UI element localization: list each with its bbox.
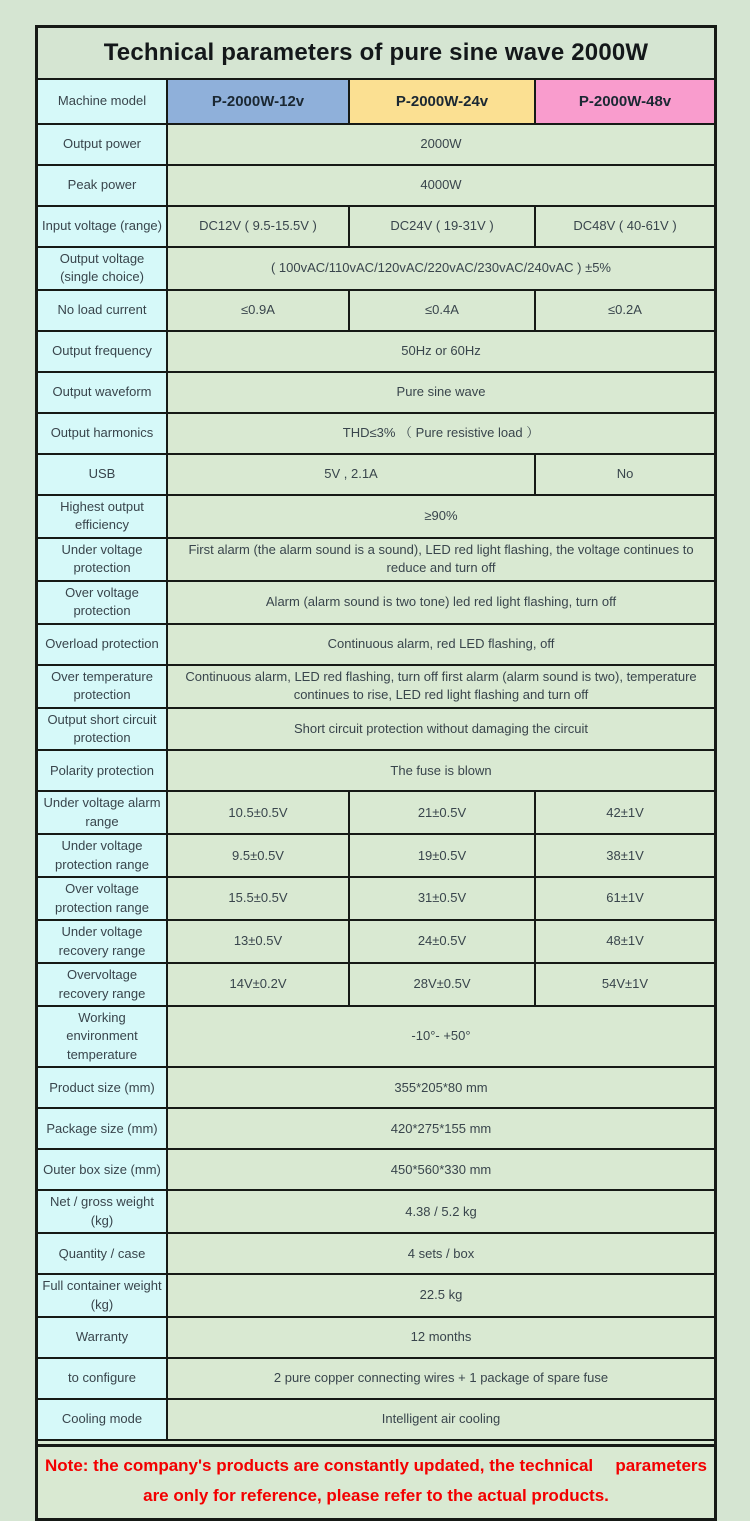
- row-value: DC12V ( 9.5-15.5V ): [168, 207, 350, 246]
- table-row: [38, 1234, 714, 1275]
- row-value: No: [536, 455, 714, 494]
- row-label: Input voltage (range): [38, 207, 168, 246]
- row-label: Highest output efficiency: [38, 496, 168, 537]
- row-label: Quantity / case: [38, 1234, 168, 1273]
- table-row: [38, 539, 714, 582]
- row-value: 4000W: [168, 166, 714, 205]
- row-label: Cooling mode: [38, 1400, 168, 1439]
- row-value: 450*560*330 mm: [168, 1150, 714, 1189]
- row-value: Continuous alarm, red LED flashing, off: [168, 625, 714, 664]
- table-row: [38, 248, 714, 291]
- row-label: Output voltage (single choice): [38, 248, 168, 289]
- row-value: ≤0.2A: [536, 291, 714, 330]
- table-row: [38, 625, 714, 666]
- table-row: [38, 709, 714, 752]
- row-value: DC24V ( 19-31V ): [350, 207, 536, 246]
- row-value: 31±0.5V: [350, 878, 536, 919]
- row-label: Under voltage alarm range: [38, 792, 168, 833]
- row-label: to configure: [38, 1359, 168, 1398]
- table-row: [38, 1191, 714, 1234]
- row-value: 4.38 / 5.2 kg: [168, 1191, 714, 1232]
- table-row: [38, 878, 714, 921]
- row-label: Over temperature protection: [38, 666, 168, 707]
- model-cell-24v: P-2000W-24v: [350, 80, 536, 123]
- row-value: Pure sine wave: [168, 373, 714, 412]
- table-row: [38, 332, 714, 373]
- row-value: 5V , 2.1A: [168, 455, 536, 494]
- note-line-2: are only for reference, please refer to the actual products.: [143, 1485, 609, 1505]
- model-cell-48v: P-2000W-48v: [536, 80, 714, 123]
- table-row: [38, 1007, 714, 1068]
- table-row: [38, 792, 714, 835]
- row-value: 42±1V: [536, 792, 714, 833]
- table-row: [38, 835, 714, 878]
- row-label: Under voltage recovery range: [38, 921, 168, 962]
- table-title: Technical parameters of pure sine wave 2000W: [38, 28, 714, 80]
- row-value: ≥90%: [168, 496, 714, 537]
- table-row: [38, 1359, 714, 1400]
- row-label: Net / gross weight (kg): [38, 1191, 168, 1232]
- row-label: Package size (mm): [38, 1109, 168, 1148]
- table-row: [38, 496, 714, 539]
- table-row: [38, 455, 714, 496]
- row-label: Output power: [38, 125, 168, 164]
- row-label: Working environment temperature: [38, 1007, 168, 1066]
- row-value: Alarm (alarm sound is two tone) led red light flashing, turn off: [168, 582, 714, 623]
- row-value: -10°- +50°: [168, 1007, 714, 1066]
- row-value: 24±0.5V: [350, 921, 536, 962]
- table-row: [38, 921, 714, 964]
- row-value: 21±0.5V: [350, 792, 536, 833]
- row-label: Under voltage protection range: [38, 835, 168, 876]
- row-label: Outer box size (mm): [38, 1150, 168, 1189]
- header-label-machine-model: Machine model: [38, 80, 168, 123]
- row-label: Product size (mm): [38, 1068, 168, 1107]
- row-value: 19±0.5V: [350, 835, 536, 876]
- row-label: Overload protection: [38, 625, 168, 664]
- table-row: [38, 1275, 714, 1318]
- row-value: 22.5 kg: [168, 1275, 714, 1316]
- row-label: Polarity protection: [38, 751, 168, 790]
- row-value: ≤0.4A: [350, 291, 536, 330]
- table-row: [38, 751, 714, 792]
- table-row: [38, 373, 714, 414]
- row-value: 9.5±0.5V: [168, 835, 350, 876]
- table-row: [38, 291, 714, 332]
- row-value: 12 months: [168, 1318, 714, 1357]
- note-text-left: Note: the company's products are constantly updated, the technical: [45, 1455, 594, 1475]
- row-value: 15.5±0.5V: [168, 878, 350, 919]
- row-label: Output short circuit protection: [38, 709, 168, 750]
- row-value: 48±1V: [536, 921, 714, 962]
- note-text-right: parameters: [615, 1455, 707, 1475]
- row-value: 54V±1V: [536, 964, 714, 1005]
- header-row: [38, 80, 714, 125]
- row-label: Full container weight (kg): [38, 1275, 168, 1316]
- row-label: Over voltage protection: [38, 582, 168, 623]
- row-value: 38±1V: [536, 835, 714, 876]
- table-row: [38, 582, 714, 625]
- table-row: [38, 1400, 714, 1441]
- row-value: 4 sets / box: [168, 1234, 714, 1273]
- table-rows: [38, 125, 714, 1441]
- table-row: [38, 666, 714, 709]
- table-row: [38, 1318, 714, 1359]
- note-block: [38, 1444, 714, 1518]
- row-value: 10.5±0.5V: [168, 792, 350, 833]
- table-row: [38, 207, 714, 248]
- row-label: No load current: [38, 291, 168, 330]
- table-row: [38, 414, 714, 455]
- table-row: [38, 1068, 714, 1109]
- row-label: Output harmonics: [38, 414, 168, 453]
- row-value: 50Hz or 60Hz: [168, 332, 714, 371]
- row-label: Under voltage protection: [38, 539, 168, 580]
- model-cell-12v: P-2000W-12v: [168, 80, 350, 123]
- row-label: Overvoltage recovery range: [38, 964, 168, 1005]
- row-value: ≤0.9A: [168, 291, 350, 330]
- table-row: [38, 1109, 714, 1150]
- row-value: 420*275*155 mm: [168, 1109, 714, 1148]
- row-label: Peak power: [38, 166, 168, 205]
- row-value: 61±1V: [536, 878, 714, 919]
- row-label: Over voltage protection range: [38, 878, 168, 919]
- row-value: The fuse is blown: [168, 751, 714, 790]
- row-value: ( 100vAC/110vAC/120vAC/220vAC/230vAC/240vAC ) ±5%: [168, 248, 714, 289]
- row-value: 2 pure copper connecting wires + 1 package of spare fuse: [168, 1359, 714, 1398]
- row-value: 13±0.5V: [168, 921, 350, 962]
- table-row: [38, 1150, 714, 1191]
- note-line-1: [38, 1452, 714, 1480]
- row-value: 14V±0.2V: [168, 964, 350, 1005]
- row-label: Output frequency: [38, 332, 168, 371]
- table-row: [38, 125, 714, 166]
- row-value: First alarm (the alarm sound is a sound), LED red light flashing, the voltage continues to reduce and turn off: [168, 539, 714, 580]
- row-value: 2000W: [168, 125, 714, 164]
- row-value: 28V±0.5V: [350, 964, 536, 1005]
- row-value: THD≤3% （ Pure resistive load ）: [168, 414, 714, 453]
- spec-table: [35, 25, 717, 1521]
- row-value: Intelligent air cooling: [168, 1400, 714, 1439]
- row-value: Short circuit protection without damaging the circuit: [168, 709, 714, 750]
- row-value: DC48V ( 40-61V ): [536, 207, 714, 246]
- row-value: Continuous alarm, LED red flashing, turn off first alarm (alarm sound is two), temperature continues to rise, LED red light flashing and turn off: [168, 666, 714, 707]
- table-row: [38, 166, 714, 207]
- row-label: Output waveform: [38, 373, 168, 412]
- row-label: USB: [38, 455, 168, 494]
- row-label: Warranty: [38, 1318, 168, 1357]
- table-row: [38, 964, 714, 1007]
- row-value: 355*205*80 mm: [168, 1068, 714, 1107]
